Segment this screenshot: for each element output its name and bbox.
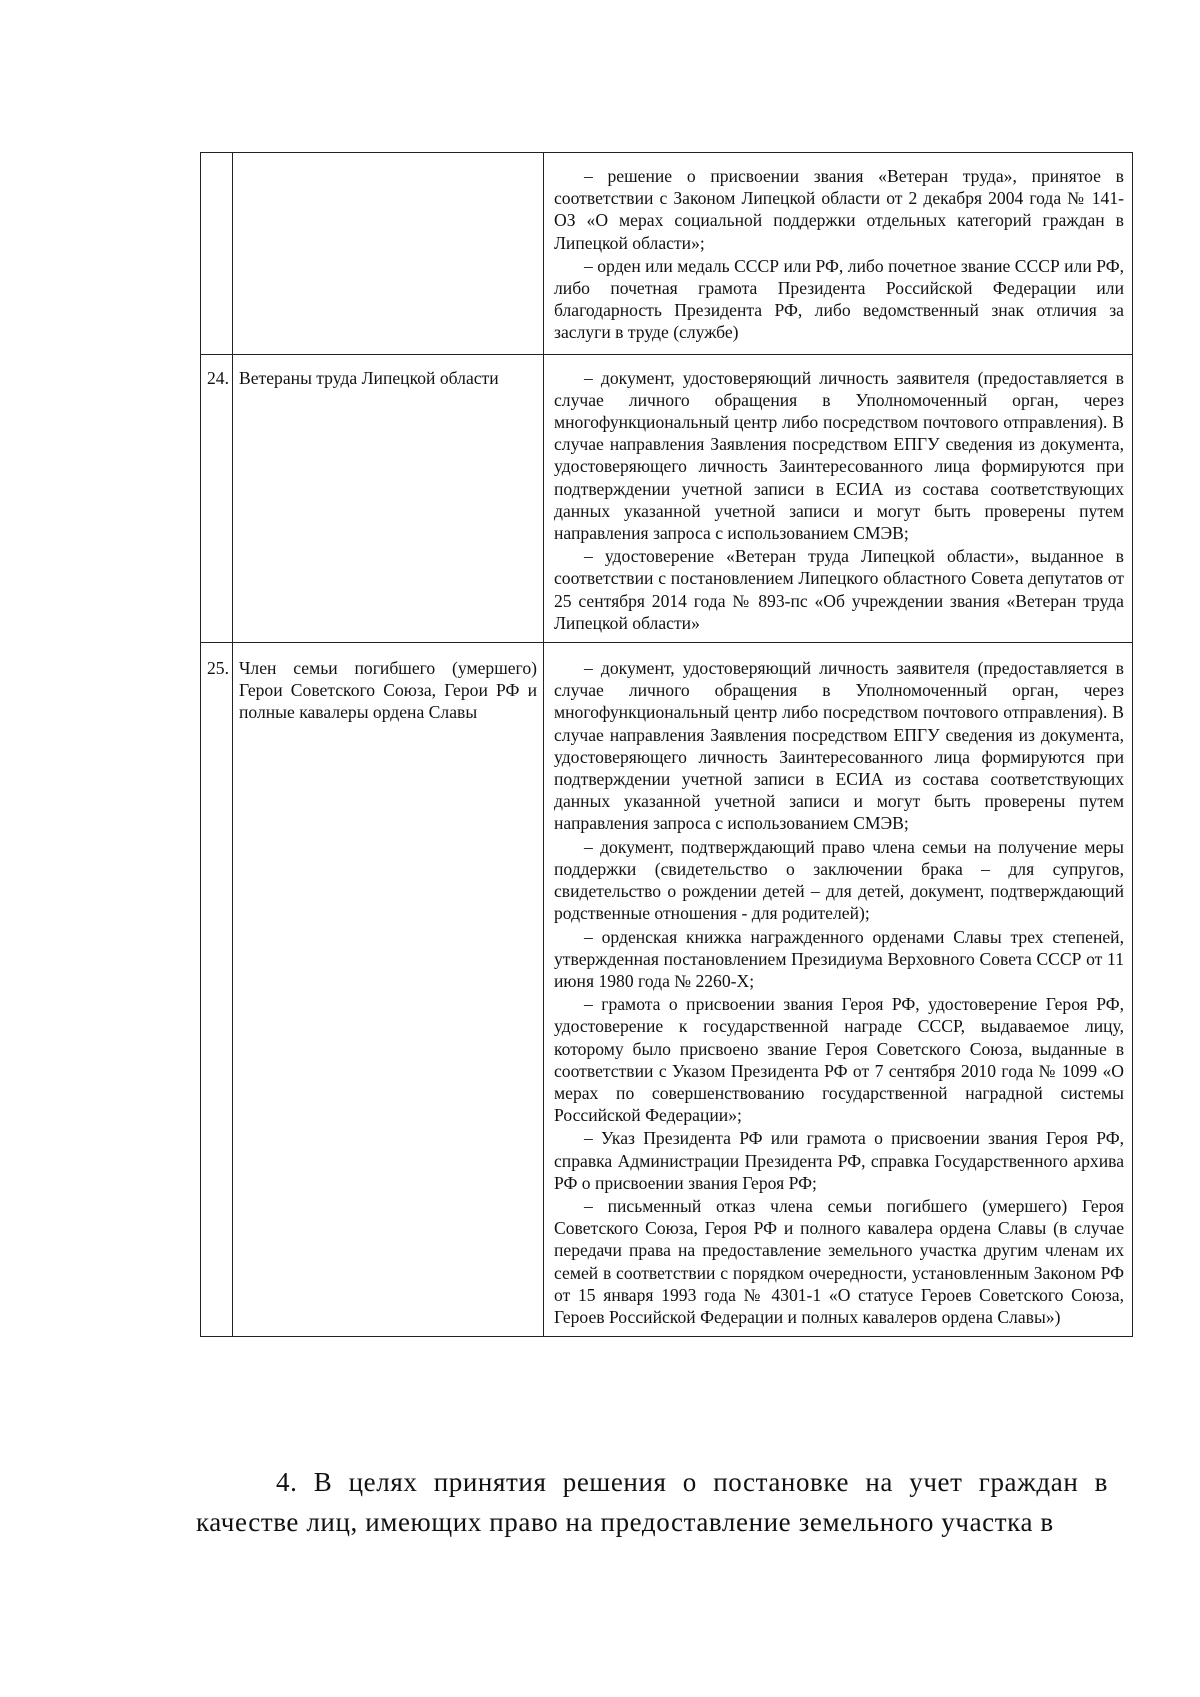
row-number (201, 153, 233, 355)
document-item: – документ, удостоверяющий личность заявителя (предоставляется в случае личного обращения в Уполномоченный орган, через многофункциональный центр либо посредством почтового отправления). В случае направления Заявления посредством ЕПГУ сведения из документа, удостоверяющего личность Заинтересованного лица формируются при подтверждении учетной записи в ЕСИА из состава соответствующих данных указанной учетной записи и могут быть проверены путем направления запроса с использованием СМЭВ; (554, 367, 1124, 544)
document-item: – орденская книжка награжденного орденами Славы трех степеней, утвержденная постановлением Президиума Верховного Совета СССР от 11 июня 1980 года № 2260-X; (554, 926, 1124, 991)
row-documents (544, 153, 1133, 355)
table-row (201, 354, 1133, 642)
document-item: – удостоверение «Ветеран труда Липецкой области», выданное в соответствии с постановлением Липецкого областного Совета депутатов от 25 сентября 2014 года № 893-пс «Об учреждении звания «Ветеран труда Липецкой области» (554, 546, 1124, 633)
row-documents (544, 354, 1133, 642)
table-row (201, 643, 1133, 1337)
document-item: – грамота о присвоении звания Героя РФ, удостоверение Героя РФ, удостоверение к государственной награде СССР, выдаваемое лицу, которому было присвоено звание Героя Советского Союза, выданные в соответствии с Указом Президента РФ от 7 сентября 2010 года № 1099 «О мерах по совершенствованию государственной наградной системы Российской Федерации»; (554, 994, 1124, 1126)
document-item: – документ, подтверждающий право члена семьи на получение меры поддержки (свидетельство о заключении брака – для супругов, свидетельство о рождении детей – для детей, документ, подтверждающий родственные отношения - для родителей); (554, 836, 1124, 924)
document-item: – орден или медаль СССР или РФ, либо почетное звание СССР или РФ, либо почетная грамота Президента Российской Федерации или благодарность Президента РФ, либо ведомственный знак отличия за заслуги в труде (службе) (554, 255, 1124, 343)
documents-table (200, 152, 1133, 1337)
document-item: – письменный отказ члена семьи погибшего (умершего) Героя Советского Союза, Героя РФ и полного кавалера ордена Славы (в случае передачи права на предоставление земельного участка другим членам их семей в соответствии с порядком очередности, установленным Законом РФ от 15 января 1993 года № 4301-1 «О статусе Героев Советского Союза, Героев Российской Федерации и полных кавалеров ордена Славы») (554, 1195, 1124, 1327)
row-category: Член семьи погибшего (умершего) Герои Советского Союза, Герои РФ и полные кавалеры ордена Славы (233, 643, 544, 1337)
row-number: 25. (201, 643, 233, 1337)
table-row (201, 153, 1133, 355)
row-category: Ветераны труда Липецкой области (233, 354, 544, 642)
document-item: – Указ Президента РФ или грамота о присвоении звания Героя РФ, справка Администрации Президента РФ, справка Государственного архива РФ о присвоении звания Героя РФ; (554, 1128, 1124, 1193)
document-item: – документ, удостоверяющий личность заявителя (предоставляется в случае личного обращения в Уполномоченный орган, через многофункциональный центр либо посредством почтового отправления). В случае направления Заявления посредством ЕПГУ сведения из документа, удостоверяющего личность Заинтересованного лица формируются при подтверждении учетной записи в ЕСИА из состава соответствующих данных указанной учетной записи и могут быть проверены путем направления запроса с использованием СМЭВ; (554, 658, 1124, 834)
row-documents (544, 643, 1133, 1337)
body-paragraph: 4. В целях принятия решения о постановке на учет граждан в качестве лиц, имеющих право на предоставление земельного участка в (196, 1467, 1108, 1537)
row-number: 24. (201, 354, 233, 642)
document-item: – решение о присвоении звания «Ветеран труда», принятое в соответствии с Законом Липецкой области от 2 декабря 2004 года № 141-ОЗ «О мерах социальной поддержки отдельных категорий граждан в Липецкой области»; (554, 166, 1124, 253)
row-category (233, 153, 544, 355)
